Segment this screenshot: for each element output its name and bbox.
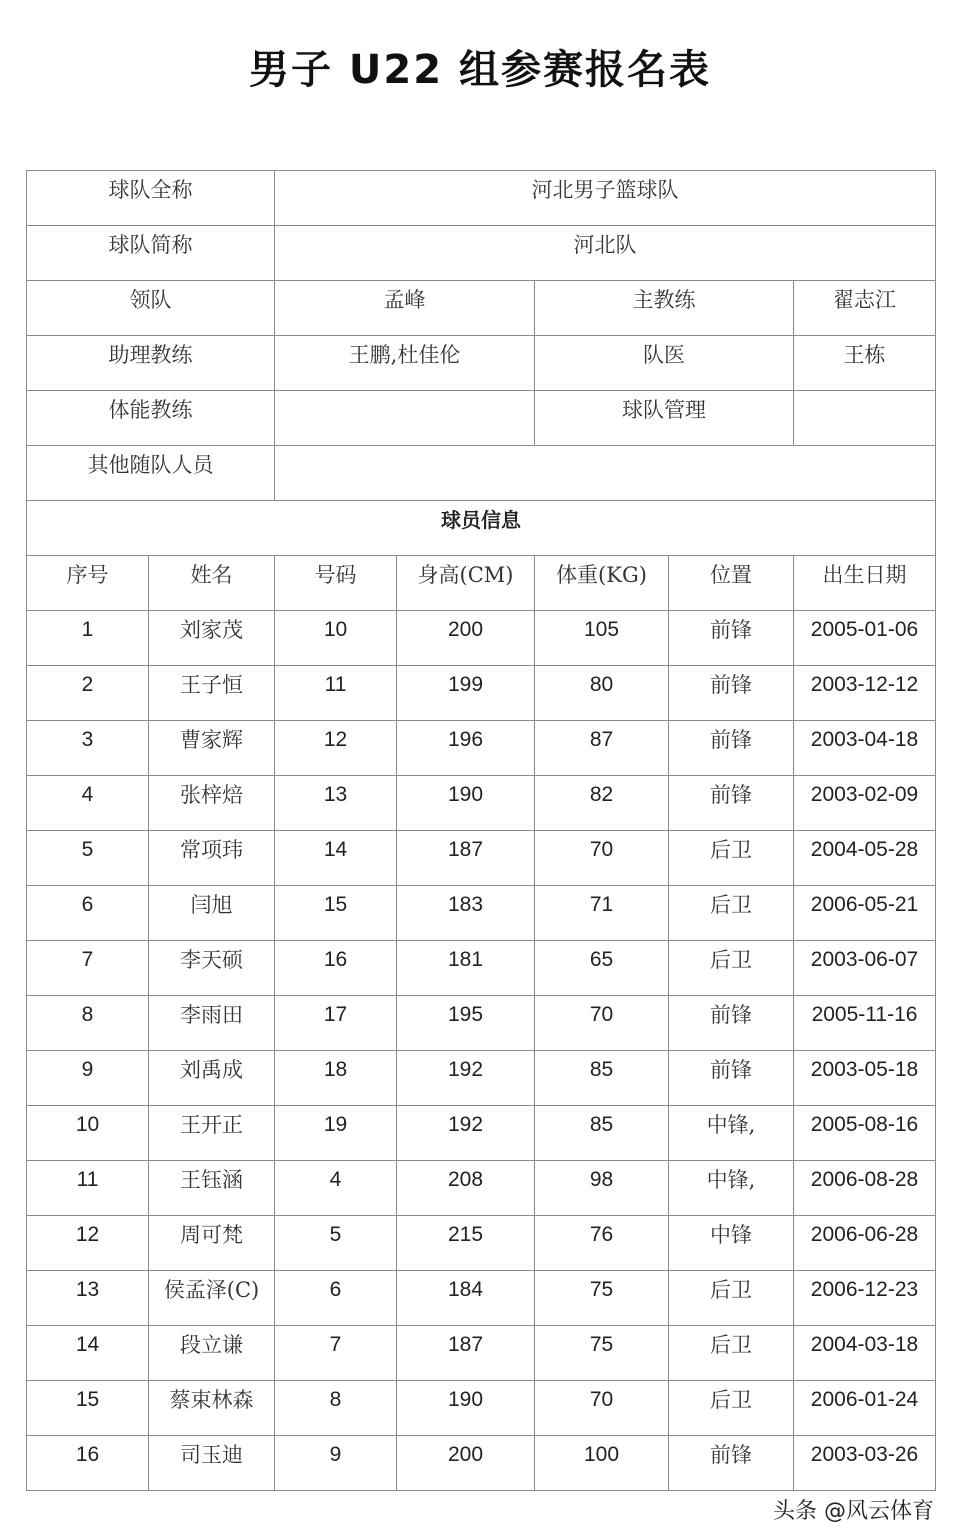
player-position: 前锋 <box>669 776 794 831</box>
player-birthdate: 2004-03-18 <box>794 1326 936 1381</box>
column-header: 出生日期 <box>794 556 936 611</box>
player-birthdate: 2003-12-12 <box>794 666 936 721</box>
player-weight: 100 <box>535 1436 669 1491</box>
player-birthdate: 2006-05-21 <box>794 886 936 941</box>
player-birthdate: 2006-08-28 <box>794 1161 936 1216</box>
player-name: 段立谦 <box>149 1326 275 1381</box>
player-weight: 87 <box>535 721 669 776</box>
player-name: 张梓焙 <box>149 776 275 831</box>
table-row <box>27 831 936 886</box>
player-height: 192 <box>397 1106 535 1161</box>
other-staff-value <box>275 446 936 501</box>
player-weight: 98 <box>535 1161 669 1216</box>
column-header: 序号 <box>27 556 149 611</box>
player-height: 199 <box>397 666 535 721</box>
player-birthdate: 2003-03-26 <box>794 1436 936 1491</box>
player-number: 7 <box>275 1326 397 1381</box>
player-position: 前锋 <box>669 611 794 666</box>
player-birthdate: 2006-12-23 <box>794 1271 936 1326</box>
team-full-name-label: 球队全称 <box>27 171 275 226</box>
fitness-coach-value <box>275 391 535 446</box>
players-section-heading: 球员信息 <box>27 501 936 556</box>
players-section-row <box>27 501 936 556</box>
team-manager-label: 球队管理 <box>535 391 794 446</box>
table-row <box>27 941 936 996</box>
column-header: 号码 <box>275 556 397 611</box>
player-index: 16 <box>27 1436 149 1491</box>
player-index: 5 <box>27 831 149 886</box>
table-row <box>27 1216 936 1271</box>
player-number: 8 <box>275 1381 397 1436</box>
player-height: 187 <box>397 1326 535 1381</box>
fitness-coach-label: 体能教练 <box>27 391 275 446</box>
team-manager-value <box>794 391 936 446</box>
watermark: 头条 @风云体育 <box>769 1492 938 1527</box>
assistant-row <box>27 336 936 391</box>
player-number: 10 <box>275 611 397 666</box>
player-number: 4 <box>275 1161 397 1216</box>
player-number: 17 <box>275 996 397 1051</box>
player-birthdate: 2006-01-24 <box>794 1381 936 1436</box>
player-number: 15 <box>275 886 397 941</box>
assistant-coach-value: 王鹏,杜佳伦 <box>275 336 535 391</box>
table-row <box>27 721 936 776</box>
other-staff-label: 其他随队人员 <box>27 446 275 501</box>
player-position: 后卫 <box>669 831 794 886</box>
table-row <box>27 1326 936 1381</box>
player-weight: 105 <box>535 611 669 666</box>
player-index: 15 <box>27 1381 149 1436</box>
player-position: 前锋 <box>669 996 794 1051</box>
table-row <box>27 666 936 721</box>
player-height: 181 <box>397 941 535 996</box>
column-header: 体重(KG) <box>535 556 669 611</box>
player-height: 192 <box>397 1051 535 1106</box>
team-doctor-value: 王栋 <box>794 336 936 391</box>
player-number: 14 <box>275 831 397 886</box>
player-name: 曹家辉 <box>149 721 275 776</box>
player-index: 2 <box>27 666 149 721</box>
table-row <box>27 886 936 941</box>
registration-table <box>26 170 936 1491</box>
player-position: 前锋 <box>669 721 794 776</box>
player-number: 11 <box>275 666 397 721</box>
player-birthdate: 2005-08-16 <box>794 1106 936 1161</box>
player-birthdate: 2003-05-18 <box>794 1051 936 1106</box>
player-weight: 80 <box>535 666 669 721</box>
column-header: 位置 <box>669 556 794 611</box>
player-position: 后卫 <box>669 1381 794 1436</box>
player-position: 后卫 <box>669 1271 794 1326</box>
table-row <box>27 996 936 1051</box>
team-doctor-label: 队医 <box>535 336 794 391</box>
player-height: 196 <box>397 721 535 776</box>
player-weight: 75 <box>535 1271 669 1326</box>
player-position: 中锋, <box>669 1161 794 1216</box>
players-header-row <box>27 556 936 611</box>
player-weight: 71 <box>535 886 669 941</box>
player-index: 9 <box>27 1051 149 1106</box>
team-short-name-label: 球队简称 <box>27 226 275 281</box>
player-height: 208 <box>397 1161 535 1216</box>
player-height: 190 <box>397 776 535 831</box>
player-name: 刘禹成 <box>149 1051 275 1106</box>
leader-label: 领队 <box>27 281 275 336</box>
player-index: 12 <box>27 1216 149 1271</box>
table-row <box>27 1051 936 1106</box>
player-position: 前锋 <box>669 1051 794 1106</box>
table-row <box>27 1271 936 1326</box>
player-name: 王子恒 <box>149 666 275 721</box>
page-title: 男子 U22 组参赛报名表 <box>249 47 711 93</box>
player-birthdate: 2003-02-09 <box>794 776 936 831</box>
player-weight: 82 <box>535 776 669 831</box>
player-number: 13 <box>275 776 397 831</box>
player-name: 李天硕 <box>149 941 275 996</box>
player-birthdate: 2003-06-07 <box>794 941 936 996</box>
player-weight: 65 <box>535 941 669 996</box>
player-birthdate: 2004-05-28 <box>794 831 936 886</box>
player-position: 中锋, <box>669 1106 794 1161</box>
player-name: 闫旭 <box>149 886 275 941</box>
player-height: 183 <box>397 886 535 941</box>
player-index: 7 <box>27 941 149 996</box>
player-height: 200 <box>397 611 535 666</box>
player-position: 后卫 <box>669 886 794 941</box>
player-number: 12 <box>275 721 397 776</box>
player-birthdate: 2006-06-28 <box>794 1216 936 1271</box>
player-index: 11 <box>27 1161 149 1216</box>
player-index: 6 <box>27 886 149 941</box>
player-number: 5 <box>275 1216 397 1271</box>
player-name: 侯孟泽(C) <box>149 1271 275 1326</box>
player-weight: 70 <box>535 831 669 886</box>
player-number: 18 <box>275 1051 397 1106</box>
player-height: 187 <box>397 831 535 886</box>
player-index: 8 <box>27 996 149 1051</box>
player-number: 6 <box>275 1271 397 1326</box>
fitness-row <box>27 391 936 446</box>
player-height: 184 <box>397 1271 535 1326</box>
player-name: 蔡束林森 <box>149 1381 275 1436</box>
table-row <box>27 1106 936 1161</box>
player-birthdate: 2005-11-16 <box>794 996 936 1051</box>
column-header: 身高(CM) <box>397 556 535 611</box>
head-coach-value: 翟志江 <box>794 281 936 336</box>
player-weight: 70 <box>535 996 669 1051</box>
player-index: 13 <box>27 1271 149 1326</box>
player-name: 刘家茂 <box>149 611 275 666</box>
player-name: 王开正 <box>149 1106 275 1161</box>
player-name: 周可梵 <box>149 1216 275 1271</box>
table-row <box>27 611 936 666</box>
table-row <box>27 776 936 831</box>
player-weight: 76 <box>535 1216 669 1271</box>
team-short-name-row <box>27 226 936 281</box>
column-header: 姓名 <box>149 556 275 611</box>
player-weight: 85 <box>535 1106 669 1161</box>
player-height: 190 <box>397 1381 535 1436</box>
team-full-name-value: 河北男子篮球队 <box>275 171 936 226</box>
player-weight: 85 <box>535 1051 669 1106</box>
player-number: 16 <box>275 941 397 996</box>
table-row <box>27 1161 936 1216</box>
player-height: 200 <box>397 1436 535 1491</box>
player-index: 1 <box>27 611 149 666</box>
team-full-name-row <box>27 171 936 226</box>
player-name: 司玉迪 <box>149 1436 275 1491</box>
player-number: 9 <box>275 1436 397 1491</box>
player-position: 前锋 <box>669 666 794 721</box>
others-row <box>27 446 936 501</box>
player-height: 195 <box>397 996 535 1051</box>
player-name: 李雨田 <box>149 996 275 1051</box>
team-short-name-value: 河北队 <box>275 226 936 281</box>
player-position: 后卫 <box>669 941 794 996</box>
player-weight: 70 <box>535 1381 669 1436</box>
player-position: 后卫 <box>669 1326 794 1381</box>
player-name: 常项玮 <box>149 831 275 886</box>
player-index: 3 <box>27 721 149 776</box>
player-birthdate: 2005-01-06 <box>794 611 936 666</box>
player-number: 19 <box>275 1106 397 1161</box>
table-row <box>27 1436 936 1491</box>
assistant-coach-label: 助理教练 <box>27 336 275 391</box>
leader-row <box>27 281 936 336</box>
player-birthdate: 2003-04-18 <box>794 721 936 776</box>
player-position: 前锋 <box>669 1436 794 1491</box>
head-coach-label: 主教练 <box>535 281 794 336</box>
player-height: 215 <box>397 1216 535 1271</box>
player-index: 14 <box>27 1326 149 1381</box>
table-row <box>27 1381 936 1436</box>
leader-value: 孟峰 <box>275 281 535 336</box>
player-index: 4 <box>27 776 149 831</box>
player-weight: 75 <box>535 1326 669 1381</box>
player-position: 中锋 <box>669 1216 794 1271</box>
player-index: 10 <box>27 1106 149 1161</box>
player-name: 王钰涵 <box>149 1161 275 1216</box>
